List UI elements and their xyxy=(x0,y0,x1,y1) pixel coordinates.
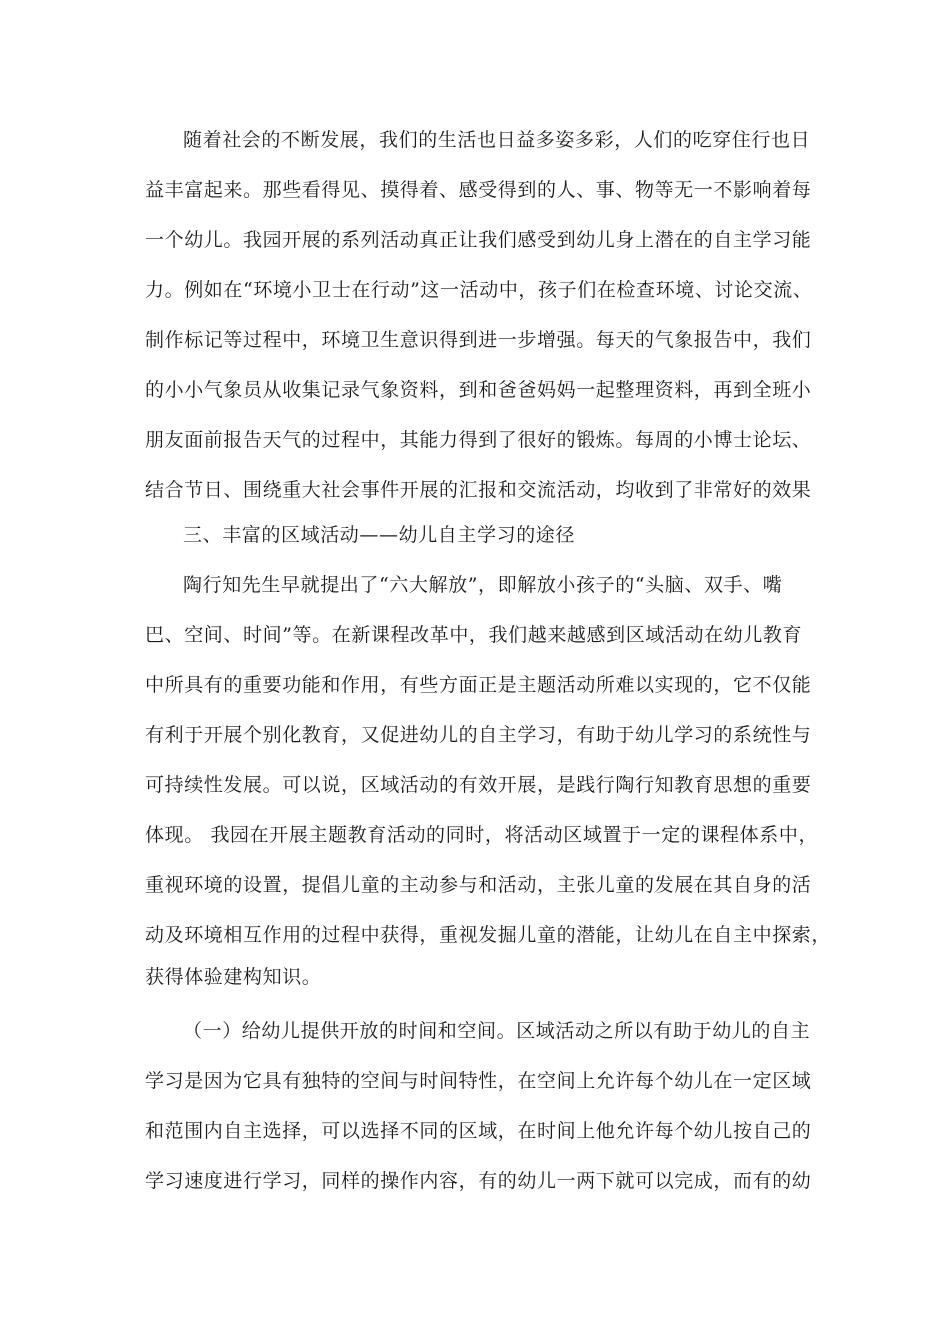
paragraph-line: 重视环境的设置，提倡儿童的主动参与和活动，主张儿童的发展在其自身的活 xyxy=(145,874,812,896)
paragraph-line: 随着社会的不断发展，我们的生活也日益多姿多彩，人们的吃穿住行也日 xyxy=(183,129,811,151)
paragraph-line: 的小小气象员从收集记录气象资料，到和爸爸妈妈一起整理资料，再到全班小 xyxy=(145,379,812,401)
paragraph-line: 中所具有的重要功能和作用，有些方面正是主题活动所难以实现的，它不仅能 xyxy=(145,674,812,696)
paragraph-line: 结合节日、围绕重大社会事件开展的汇报和交流活动，均收到了非常好的效果 xyxy=(145,479,812,501)
paragraph-line: 巴、空间、时间”等。在新课程改革中，我们越来越感到区域活动在幼儿教育 xyxy=(145,624,803,646)
paragraph-line: 体现。 我园在开展主题教育活动的同时，将活动区域置于一定的课程体系中， xyxy=(145,824,819,846)
subsection-lead-line: （一）给幼儿提供开放的时间和空间。区域活动之所以有助于幼儿的自主 xyxy=(183,1020,811,1042)
paragraph-line: 可持续性发展。可以说，区域活动的有效开展，是践行陶行知教育思想的重要 xyxy=(145,774,812,796)
paragraph-line: 制作标记等过程中，环境卫生意识得到进一步增强。每天的气象报告中，我们 xyxy=(145,329,812,351)
paragraph-line: 朋友面前报告天气的过程中，其能力得到了很好的锻炼。每周的小博士论坛、 xyxy=(145,429,812,451)
paragraph-line: 获得体验建构知识。 xyxy=(145,966,322,988)
section-heading: 三、丰富的区域活动——幼儿自主学习的途径 xyxy=(183,524,576,546)
paragraph-line: 益丰富起来。那些看得见、摸得着、感受得到的人、事、物等无一不影响着每 xyxy=(145,179,812,201)
paragraph-line: 陶行知先生早就提出了“六大解放”，即解放小孩子的“头脑、双手、嘴 xyxy=(183,574,783,596)
paragraph-line: 一个幼儿。我园开展的系列活动真正让我们感受到幼儿身上潜在的自主学习能 xyxy=(145,229,812,251)
paragraph-line: 动及环境相互作用的过程中获得，重视发掘儿童的潜能，让幼儿在自主中探索， xyxy=(145,924,832,946)
paragraph-line: 学习是因为它具有独特的空间与时间特性，在空间上允许每个幼儿在一定区域 xyxy=(145,1070,812,1092)
paragraph-line: 和范围内自主选择，可以选择不同的区域，在时间上他允许每个幼儿按自己的 xyxy=(145,1120,812,1142)
paragraph-line: 力。例如在“环境小卫士在行动”这一活动中，孩子们在检查环境、讨论交流、 xyxy=(145,279,813,301)
paragraph-line: 学习速度进行学习，同样的操作内容，有的幼儿一两下就可以完成，而有的幼 xyxy=(145,1170,812,1192)
paragraph-line: 有利于开展个别化教育，又促进幼儿的自主学习，有助于幼儿学习的系统性与 xyxy=(145,724,812,746)
